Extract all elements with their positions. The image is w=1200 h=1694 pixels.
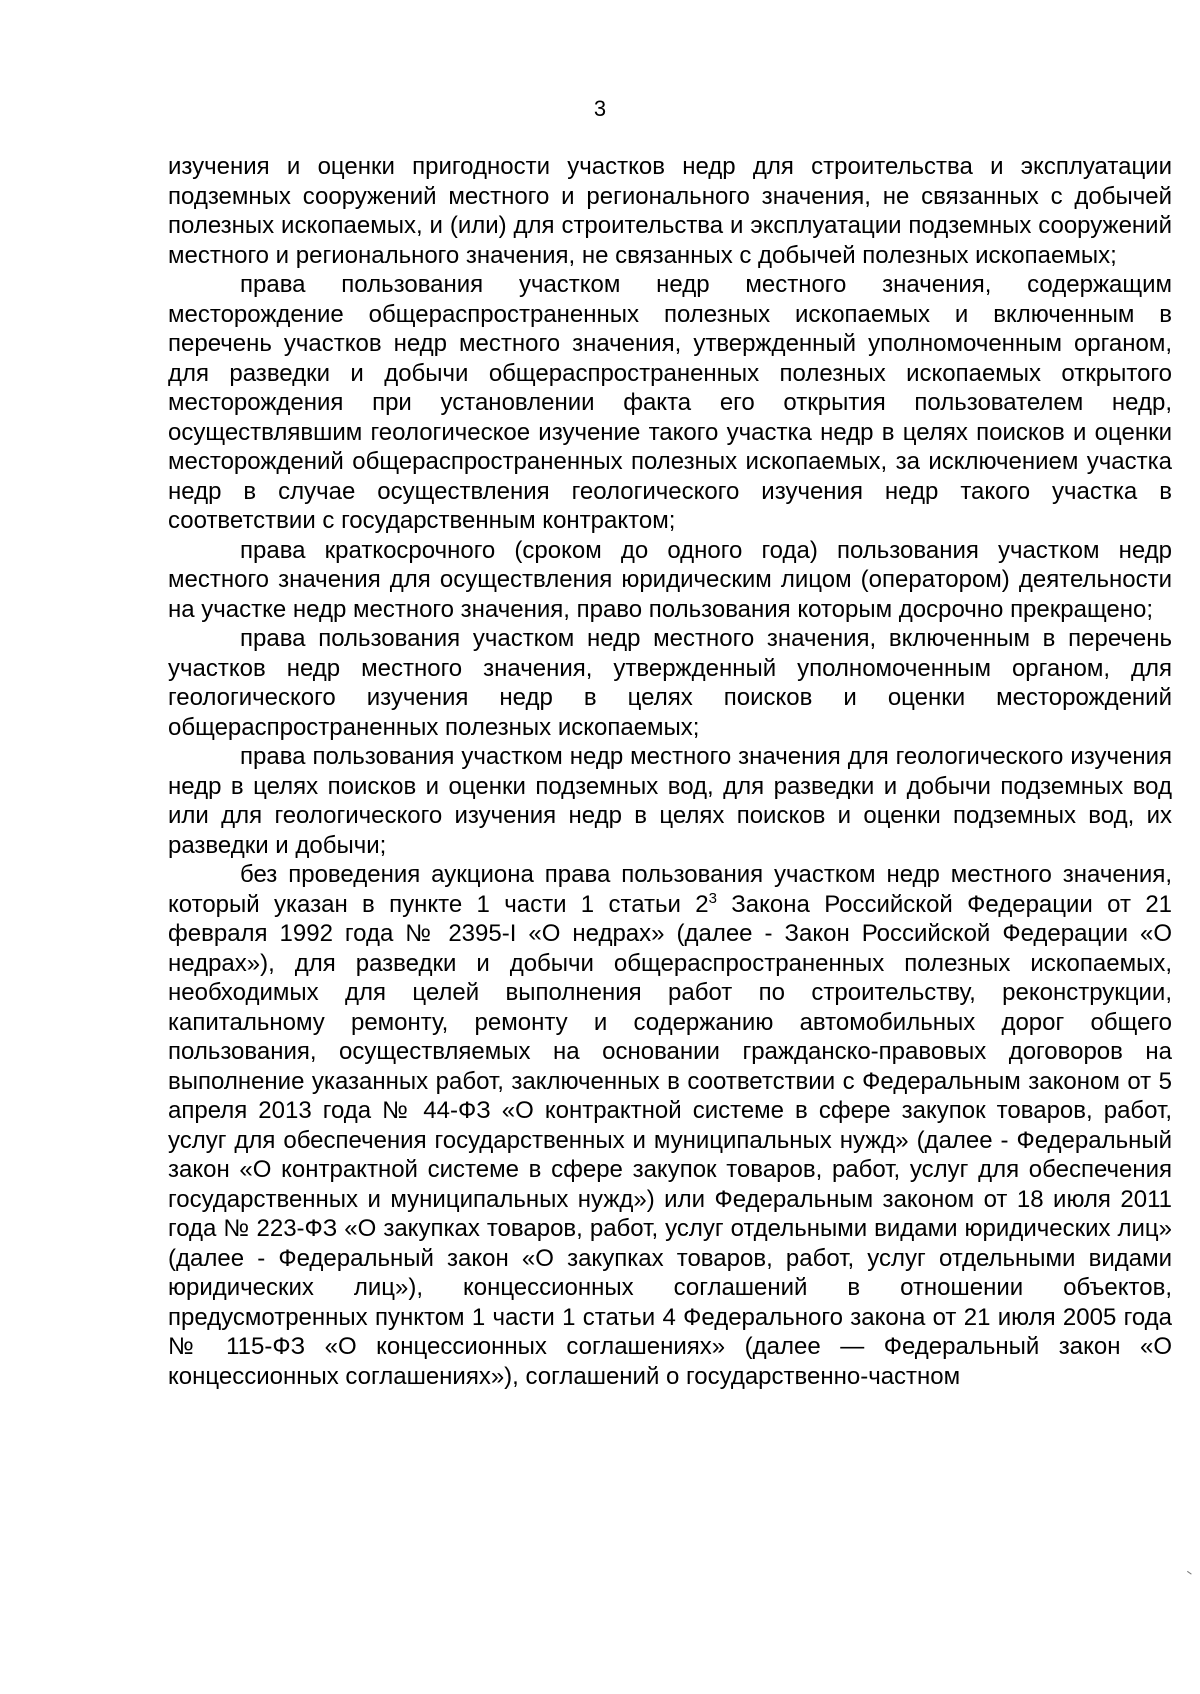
paragraph-text-part: Закона Российской Федерации от 21 февраля 1992 года № 2395-I «О недрах» (далее - Закон Российской Федерации «О недрах»), для разведки и добычи общераспространенных полезных ископаемых, необходимых для целей выполнения работ по строительству, реконструкции, капитальному ремонту, ремонту и содержанию автомобильных дорог общего пользования, осуществляемых на основании гражданско-правовых договоров на выполнение указанных работ, заключенных в соответствии с Федеральным законом от 5 апреля 2013 года № 44-ФЗ «О контрактной системе в сфере закупок товаров, работ, услуг для обеспечения государственных и муниципальных нужд» (далее - Федеральный закон «О контрактной системе в сфере закупок товаров, работ, услуг для обеспечения государственных и муниципальных нужд») или Федеральным законом от 18 июля 2011 года № 223-ФЗ «О закупках товаров, работ, услуг отдельными видами юридических лиц» (далее - Федеральный закон «О закупках товаров, работ, услуг отдельными видами юридических лиц»), концессионных соглашений в отношении объектов, предусмотренных пунктом 1 части 1 статьи 4 Федерального закона от 21 июля 2005 года № 115-ФЗ «О концессионных соглашениях» (далее — Федеральный закон «О концессионных соглашениях»), соглашений о государственно-частном xyxy=(168,890,1173,1390)
paragraph-continuation: изучения и оценки пригодности участков недр для строительства и эксплуатации подземных сооружений местного и регионального значения, не связанных с добычей полезных ископаемых, и (или) для строительства и эксплуатации подземных сооружений местного и регионального значения, не связанных с добычей полезных ископаемых; xyxy=(168,153,1172,269)
paragraph-without-auction xyxy=(168,860,1172,1391)
paragraph-right-geological-study: права пользования участком недр местного значения, включенным в перечень участков недр местного значения, утвержденный уполномоченным органом, для геологического изучения недр в целях поисков и оценки месторождений общераспространенных полезных ископаемых; xyxy=(168,625,1172,741)
document-body xyxy=(168,152,1172,1391)
scan-artifact-mark xyxy=(1185,1571,1191,1577)
page-number: 3 xyxy=(593,96,607,121)
paragraph-right-short-term: права краткосрочного (сроком до одного года) пользования участком недр местного значения для осуществления юридическим лицом (оператором) деятельности на участке недр местного значения, право пользования которым досрочно прекращено; xyxy=(168,536,1172,623)
paragraph-right-local-deposit: права пользования участком недр местного значения, содержащим месторождение общераспространенных полезных ископаемых и включенным в перечень участков недр местного значения, утвержденный уполномоченным органом, для разведки и добычи общераспространенных полезных ископаемых открытого месторождения при установлении факта его открытия пользователем недр, осуществлявшим геологическое изучение такого участка недр в целях поисков и оценки месторождений общераспространенных полезных ископаемых, за исключением участка недр в случае осуществления геологического изучения недр такого участка в соответствии с государственным контрактом; xyxy=(168,271,1172,534)
paragraph-text-part: без проведения аукциона права пользования участком недр местного значения, который указан в пункте 1 части 1 статьи 2 xyxy=(168,861,1172,918)
paragraph-right-groundwater: права пользования участком недр местного значения для геологического изучения недр в целях поисков и оценки подземных вод, для разведки и добычи подземных вод или для геологического изучения недр в целях поисков и оценки подземных вод, их разведки и добычи; xyxy=(168,743,1172,859)
article-superscript: 3 xyxy=(708,889,717,907)
